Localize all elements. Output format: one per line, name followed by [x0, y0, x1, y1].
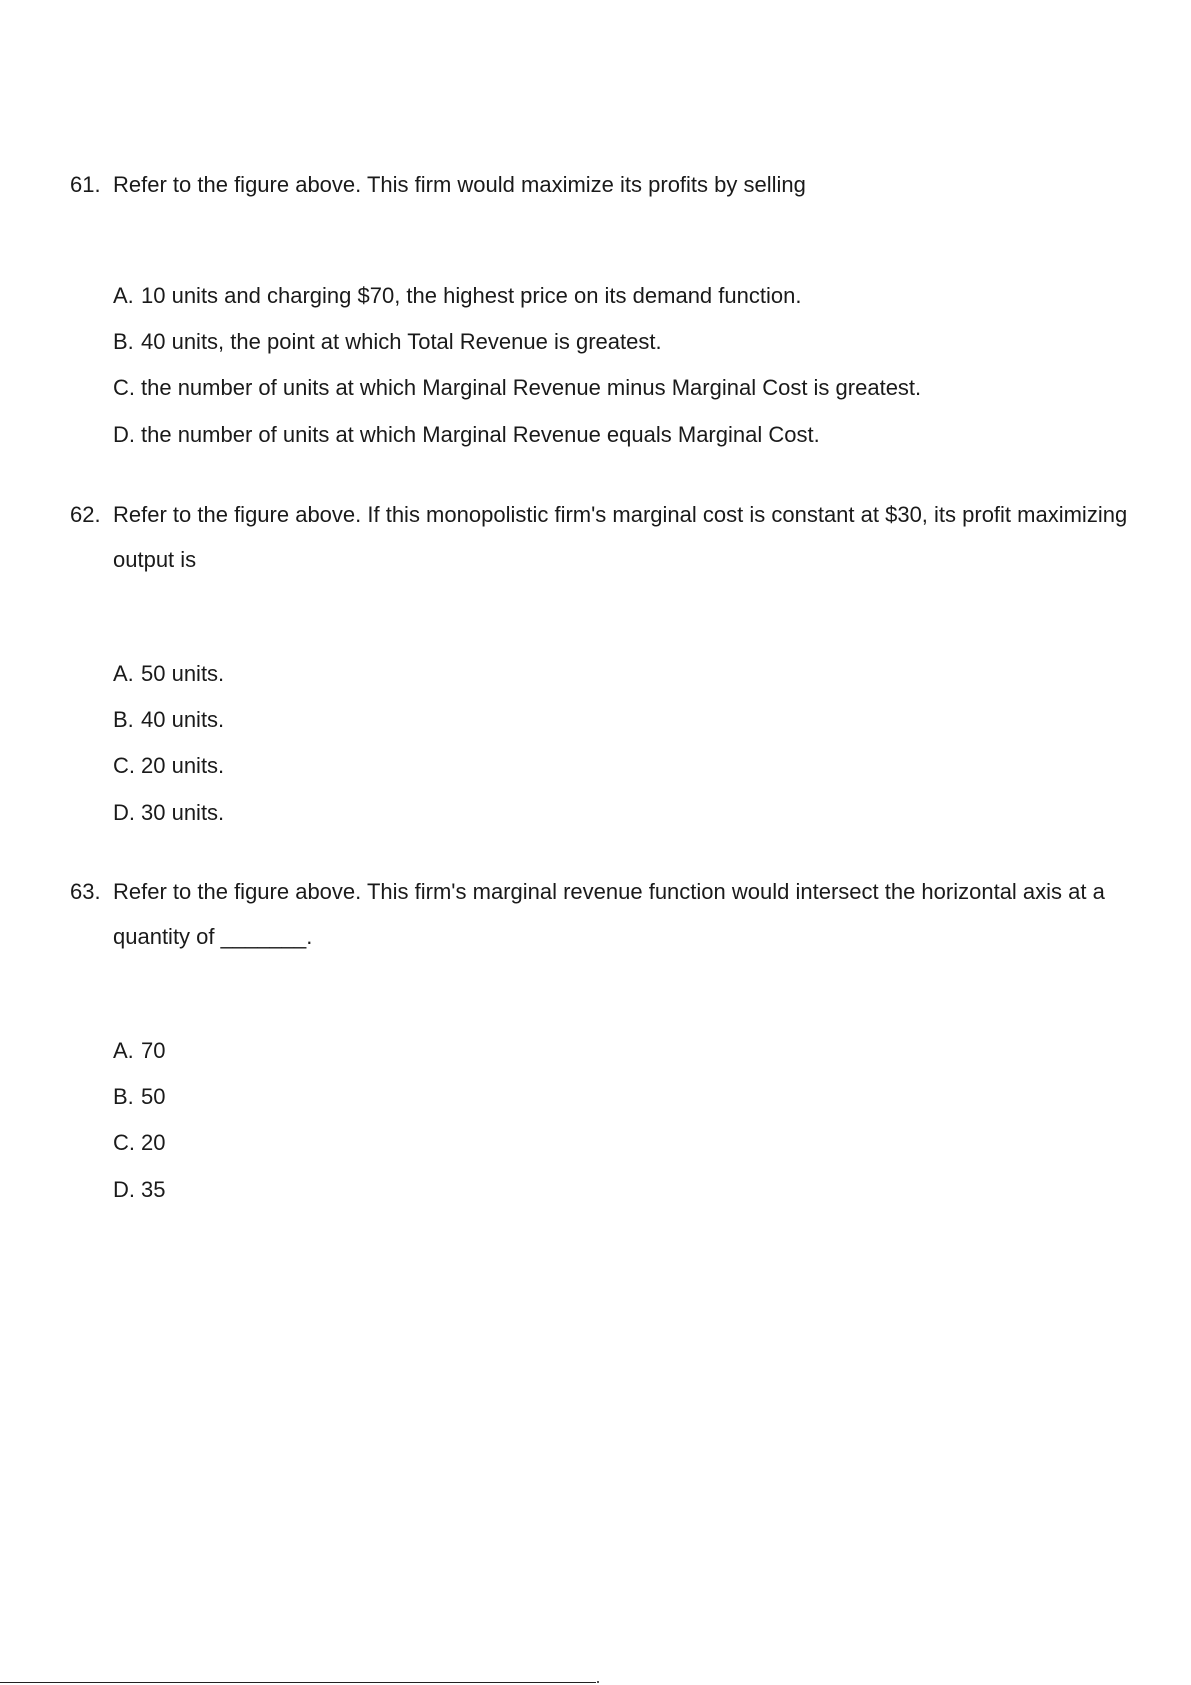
choice-text: 20 units.: [141, 753, 225, 778]
choice-letter: A.: [113, 283, 134, 308]
choice-text: 10 units and charging $70, the highest price on its demand function.: [141, 283, 802, 308]
choice-letter: D.: [113, 1177, 135, 1202]
choice-text: the number of units at which Marginal Revenue minus Marginal Cost is greatest.: [141, 375, 922, 400]
question-number: 61.: [70, 172, 101, 197]
choice-letter: B.: [113, 329, 134, 354]
choice-text: 50: [141, 1084, 166, 1109]
choice-c[interactable]: [113, 752, 224, 780]
choice-text: 40 units, the point at which Total Revenue is greatest.: [141, 329, 662, 354]
footer-mark: [597, 1681, 599, 1683]
choice-letter: B.: [113, 707, 134, 732]
question-stem: [70, 162, 1130, 207]
choice-d[interactable]: [113, 1176, 165, 1204]
choice-a[interactable]: [113, 1037, 165, 1065]
choice-text: 30 units.: [141, 800, 225, 825]
choice-text: 20: [141, 1130, 166, 1155]
choice-letter: A.: [113, 1038, 134, 1063]
question-stem: [70, 869, 1130, 959]
choice-letter: D.: [113, 422, 135, 447]
choice-d[interactable]: [113, 421, 820, 449]
choice-text: the number of units at which Marginal Revenue equals Marginal Cost.: [141, 422, 820, 447]
choice-text: 50 units.: [141, 661, 225, 686]
choice-b[interactable]: [113, 328, 662, 356]
choice-letter: D.: [113, 800, 135, 825]
choice-a[interactable]: [113, 660, 224, 688]
question-62: [70, 492, 1130, 825]
question-61: [70, 162, 1130, 447]
choice-text: 40 units.: [141, 707, 225, 732]
question-stem: [70, 492, 1130, 582]
choice-a[interactable]: [113, 282, 801, 310]
question-text: Refer to the figure above. If this monopolistic firm's marginal cost is constant at $30, its profit maximizing output is: [113, 502, 1128, 572]
choice-b[interactable]: [113, 1083, 165, 1111]
choice-b[interactable]: [113, 706, 224, 734]
choice-letter: C.: [113, 753, 135, 778]
question-number: 63.: [70, 879, 101, 904]
choice-letter: C.: [113, 375, 135, 400]
footer-divider: [0, 1682, 596, 1683]
choice-c[interactable]: [113, 1129, 165, 1157]
choice-letter: B.: [113, 1084, 134, 1109]
choice-letter: C.: [113, 1130, 135, 1155]
choice-c[interactable]: [113, 374, 921, 402]
choice-text: 70: [141, 1038, 166, 1063]
question-text: Refer to the figure above. This firm's marginal revenue function would intersect the horizontal axis at a quantity of _______.: [113, 879, 1105, 949]
choice-text: 35: [141, 1177, 166, 1202]
choice-d[interactable]: [113, 799, 224, 827]
choice-letter: A.: [113, 661, 134, 686]
question-number: 62.: [70, 502, 101, 527]
question-63: [70, 869, 1130, 1202]
question-text: Refer to the figure above. This firm would maximize its profits by selling: [113, 172, 806, 197]
